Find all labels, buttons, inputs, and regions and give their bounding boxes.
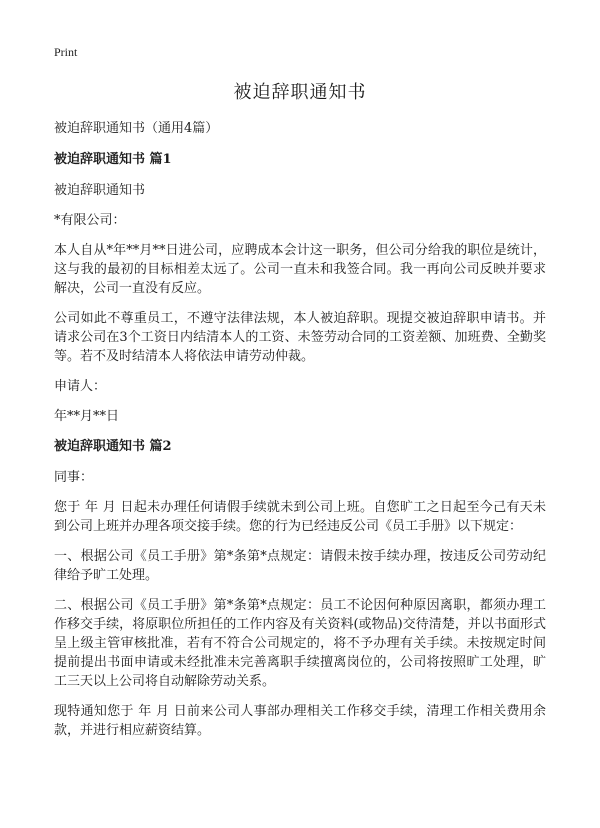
section-1-paragraph: *有限公司： — [54, 213, 126, 228]
document-title: 被迫辞职通知书 — [233, 82, 367, 103]
section-2-paragraph: 现特通知您于 年 月 日前来公司人事部办理相关工作移交手续，清理工作相关费用余款，并进行相应薪资结算。 — [54, 704, 546, 738]
section-heading-1: 被迫辞职通知书 篇1 — [54, 152, 172, 167]
section-2-paragraph: 一、根据公司《员工手册》第*条第*点规定：请假未按手续办理，按违反公司劳动纪律给予旷工处理。 — [54, 549, 546, 583]
section-1-paragraph: 申请人： — [54, 379, 107, 394]
document-subtitle: 被迫辞职通知书（通用4篇） — [54, 121, 219, 136]
section-1-paragraph: 被迫辞职通知书 — [54, 183, 146, 198]
section-1-paragraph: 公司如此不尊重员工，不遵守法律法规，本人被迫辞职。现提交被迫辞职申请书。并请求公司在3个工资日内结清本人的工资、未签劳动合同的工资差额、加班费、全勤奖等。若不及时结清本人将依法申请劳动仲裁。 — [54, 311, 546, 364]
section-heading-2: 被迫辞职通知书 篇2 — [54, 439, 172, 454]
section-1-paragraph: 本人自从*年**月**日进公司，应聘成本会计这一职务，但公司分给我的职位是统计，这与我的最初的目标相差太远了。公司一直未和我签合同。我一再向公司反映并要求解决，公司一直没有反应。 — [54, 243, 546, 296]
section-2-paragraph: 您于 年 月 日起未办理任何请假手续就未到公司上班。自您旷工之日起至今己有天未到公司上班并办理各项交接手续。您的行为已经违反公司《员工手册》以下规定： — [54, 500, 546, 534]
section-2-paragraph: 同事： — [54, 470, 94, 485]
section-2-paragraph: 二、根据公司《员工手册》第*条第*点规定：员工不论因何种原因离职，都须办理工作移交手续，将原职位所担任的工作内容及有关资料(或物品)交待清楚，并以书面形式呈上级主管审核批准，若有不符合公司规定的，将不予办理有关手续。未按规定时间提前提出书面申请或未经批准未完善离职手续擅离岗位的，公司将按照旷工处理，旷工三天以上公司将自动解除劳动关系。 — [54, 598, 546, 689]
section-1-paragraph: 年**月**日 — [54, 409, 120, 424]
print-link[interactable]: Print — [54, 45, 78, 59]
